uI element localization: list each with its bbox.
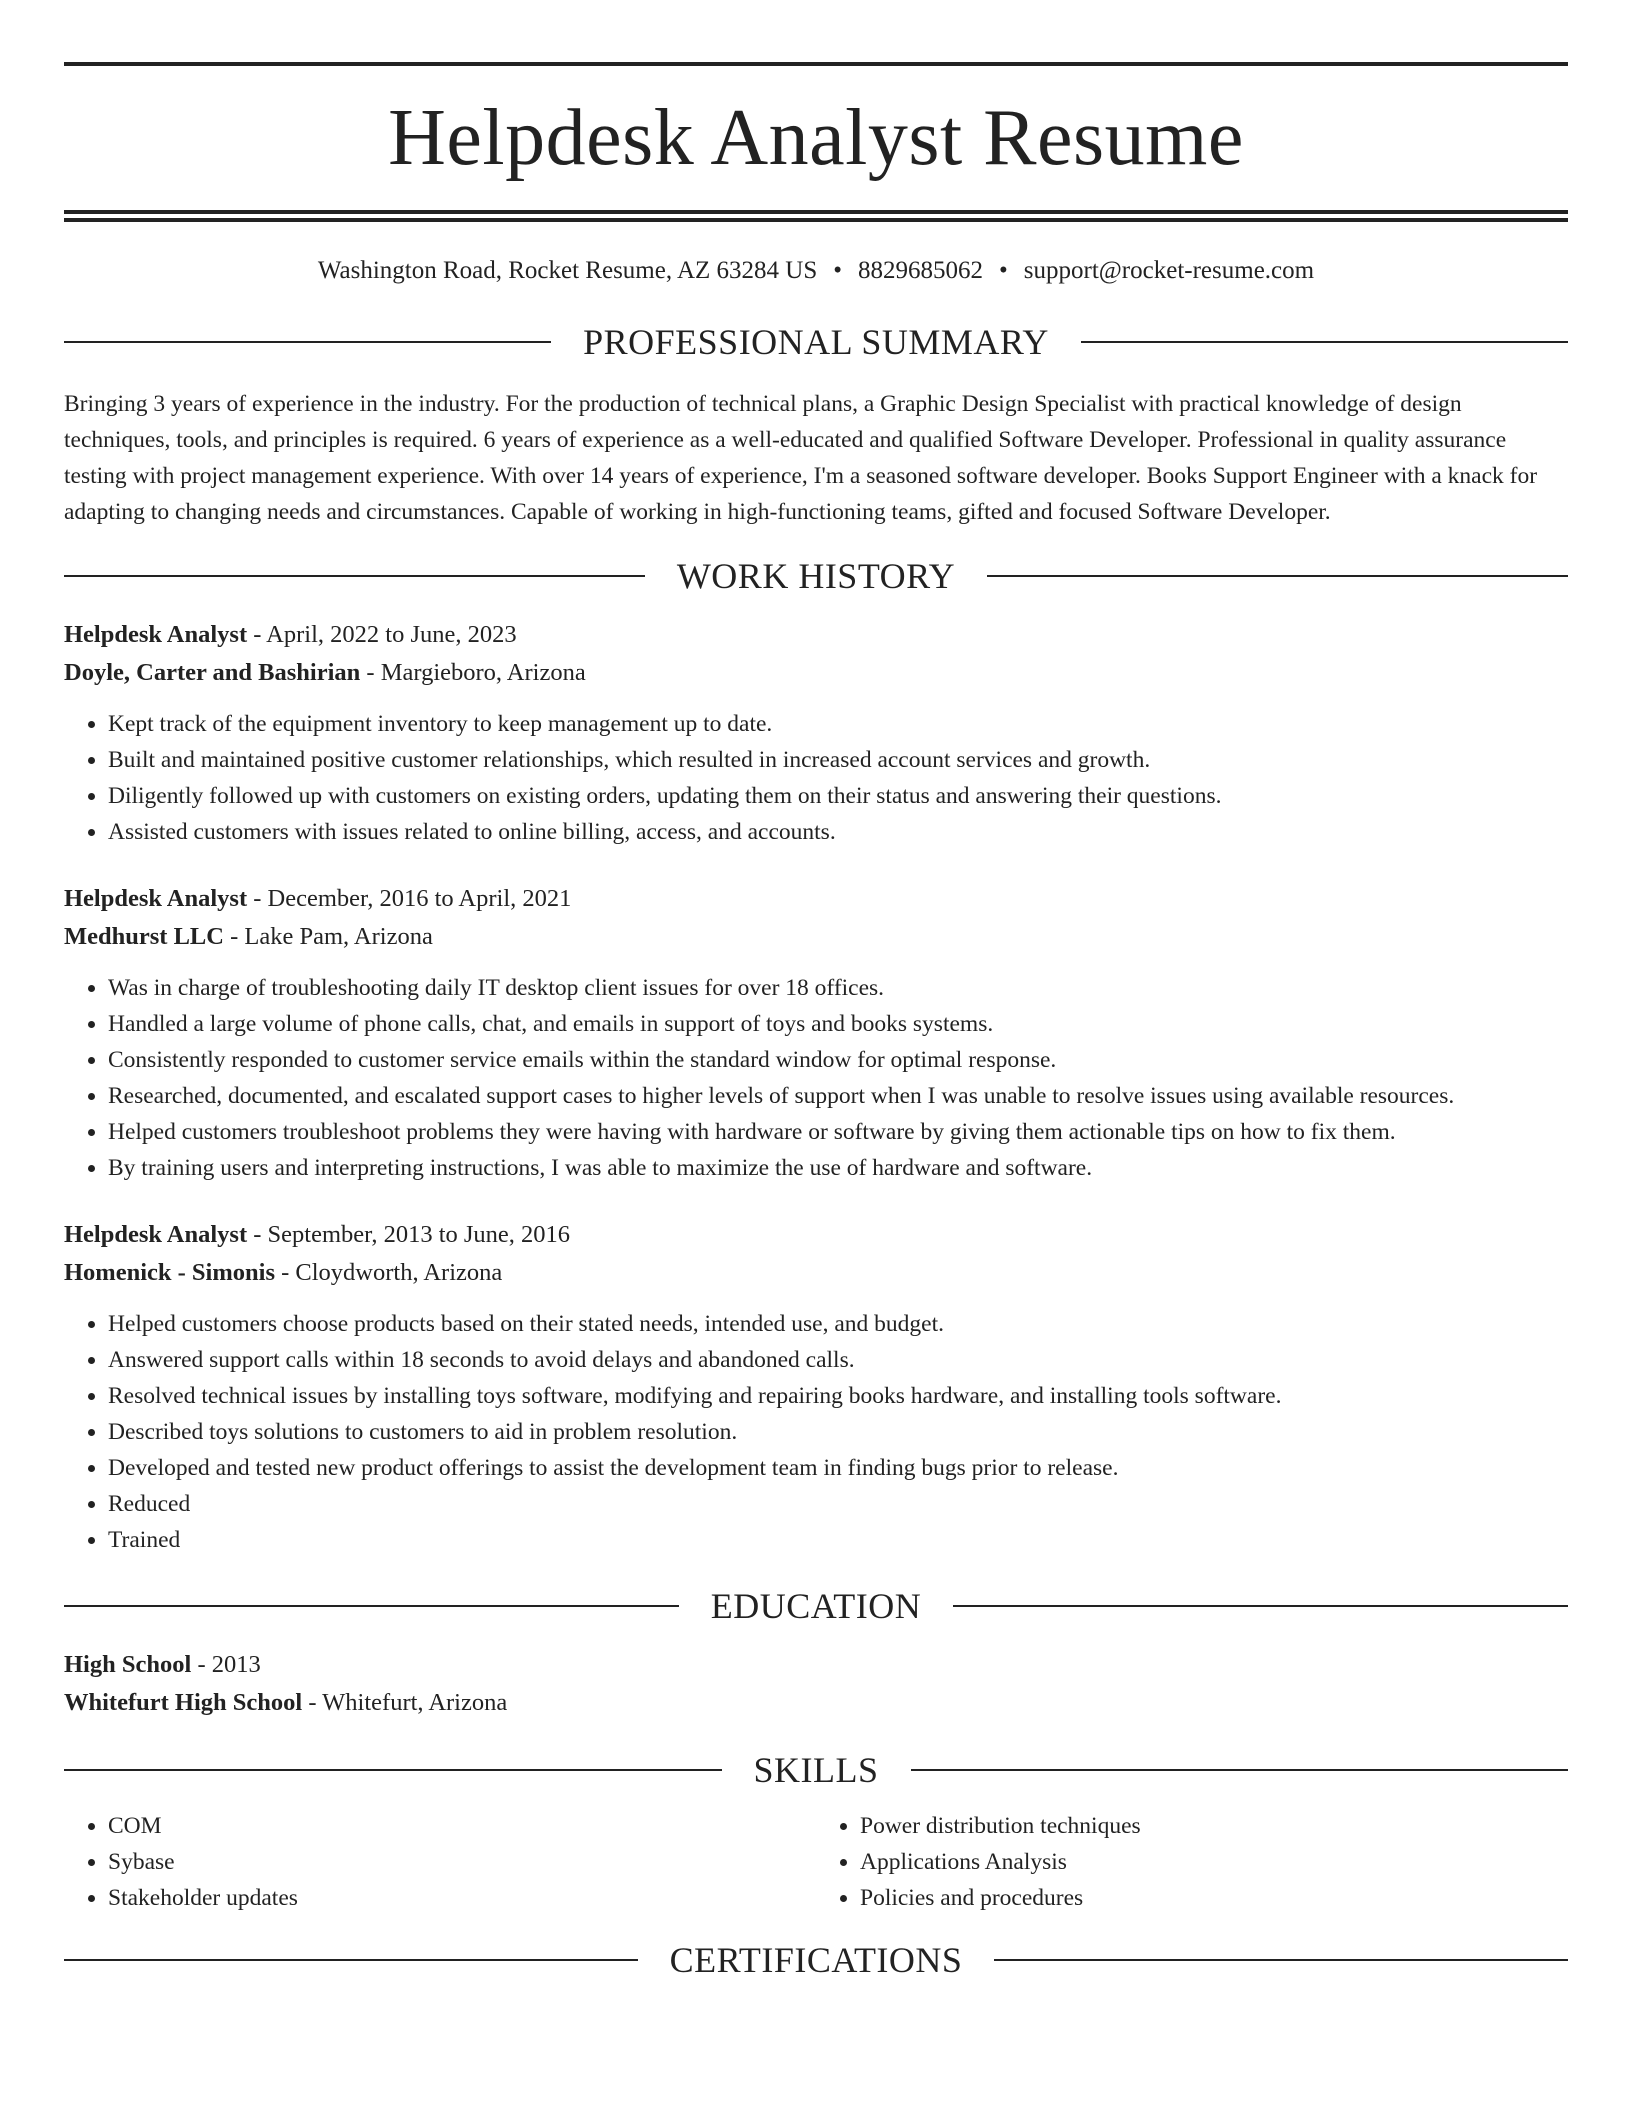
job-company: Medhurst LLC (64, 923, 224, 950)
education-school: Whitefurt High School (64, 1689, 303, 1716)
job-bullet: • Answered support calls within 18 seconds to avoid delays and abandoned calls. (108, 1342, 1568, 1378)
job-company-line (64, 918, 1568, 956)
section-header-work-history (64, 558, 1568, 594)
section-rule-left (64, 341, 551, 343)
resume-title: Helpdesk Analyst Resume (388, 94, 1244, 182)
education-entry (64, 1646, 1568, 1722)
section-rule-left (64, 1769, 722, 1771)
job-company-line (64, 1254, 1568, 1292)
contact-separator: • (999, 257, 1008, 284)
job-bullet: • Consistently responded to customer service emails within the standard window for optimal response. (108, 1042, 1568, 1078)
section-rule-right (953, 1605, 1568, 1607)
job-bullet: • Was in charge of troubleshooting daily IT desktop client issues for over 18 offices. (108, 970, 1568, 1006)
job-company: Doyle, Carter and Bashirian (64, 659, 361, 686)
job-dates: - September, 2013 to June, 2016 (247, 1221, 571, 1248)
job-role: Helpdesk Analyst (64, 1221, 248, 1248)
education-degree: High School (64, 1651, 192, 1678)
job-bullet: • Handled a large volume of phone calls, chat, and emails in support of toys and books systems. (108, 1006, 1568, 1042)
skill-item: • Applications Analysis (860, 1844, 1568, 1880)
job-bullet: • Built and maintained positive customer relationships, which resulted in increased account services and growth. (108, 742, 1568, 778)
contact-line (64, 256, 1568, 286)
skill-item: • Power distribution techniques (860, 1808, 1568, 1844)
contact-separator: • (833, 257, 843, 284)
job-bullet: • Kept track of the equipment inventory to keep management up to date. (108, 706, 1568, 742)
job-bullet: • Resolved technical issues by installing toys software, modifying and repairing books hardware, and installing tools software. (108, 1378, 1568, 1414)
job-location: - Margieboro, Arizona (360, 659, 586, 686)
job-location: - Lake Pam, Arizona (223, 923, 433, 950)
job-bullet: • Assisted customers with issues related to online billing, access, and accounts. (108, 814, 1568, 850)
section-rule-left (64, 575, 645, 577)
section-header-certifications (64, 1942, 1568, 1978)
job-title-line (64, 880, 1568, 918)
section-title: EDUCATION (710, 1586, 922, 1626)
section-title: CERTIFICATIONS (669, 1940, 963, 1980)
section-title: PROFESSIONAL SUMMARY (583, 322, 1049, 362)
job-company-line (64, 654, 1568, 692)
section-title: SKILLS (753, 1750, 879, 1790)
education-school-line (64, 1684, 1568, 1722)
education-location: - Whitefurt, Arizona (302, 1689, 508, 1716)
job-bullet: • Reduced (108, 1486, 1568, 1522)
section-header-education (64, 1588, 1568, 1624)
skills-list-right (816, 1808, 1568, 1916)
section-rule-right (987, 575, 1568, 577)
top-rule (64, 62, 1568, 66)
section-header-summary (64, 324, 1568, 360)
job-dates: - April, 2022 to June, 2023 (247, 621, 517, 648)
job-bullet: • Trained (108, 1522, 1568, 1558)
skills-columns (64, 1808, 1568, 1916)
section-rule-right (994, 1959, 1568, 1961)
section-header-skills (64, 1752, 1568, 1788)
contact-address: Washington Road, Rocket Resume, AZ 63284 US (317, 257, 818, 284)
job-role: Helpdesk Analyst (64, 621, 248, 648)
job-dates: - December, 2016 to April, 2021 (247, 885, 572, 912)
job-title-line (64, 1216, 1568, 1254)
job-entry (64, 616, 1568, 850)
work-history-list (64, 616, 1568, 1558)
job-entry (64, 880, 1568, 1186)
education-year: - 2013 (191, 1651, 261, 1678)
job-bullets (64, 706, 1568, 850)
job-bullets (64, 1306, 1568, 1558)
skill-item: • Sybase (108, 1844, 816, 1880)
section-rule-left (64, 1959, 638, 1961)
skill-item: • COM (108, 1808, 816, 1844)
section-rule-right (1081, 341, 1568, 343)
section-rule-right (911, 1769, 1569, 1771)
section-title: WORK HISTORY (676, 556, 956, 596)
contact-phone: 8829685062 (858, 257, 984, 284)
job-entry (64, 1216, 1568, 1558)
contact-email: support@rocket-resume.com (1023, 257, 1315, 284)
job-bullet: • Diligently followed up with customers on existing orders, updating them on their status and answering their questions. (108, 778, 1568, 814)
professional-summary-text: Bringing 3 years of experience in the industry. For the production of technical plans, a Graphic Design Specialist with practical knowledge of design techniques, tools, and principles is required. 6 years of experience as a well-educated and qualified Software Developer. Professional in quality assurance testing with project management experience. With over 14 years of experience, I'm a seasoned software developer. Books Support Engineer with a knack for adapting to changing needs and circumstances. Capable of working in high-functioning teams, gifted and focused Software Developer. (64, 391, 1538, 525)
skills-list-left (64, 1808, 816, 1916)
skill-item: • Policies and procedures (860, 1880, 1568, 1916)
education-degree-line (64, 1646, 1568, 1684)
job-bullet: • By training users and interpreting instructions, I was able to maximize the use of hardware and software. (108, 1150, 1568, 1186)
job-company: Homenick - Simonis (64, 1259, 275, 1286)
job-bullet: • Helped customers troubleshoot problems they were having with hardware or software by giving them actionable tips on how to fix them. (108, 1114, 1568, 1150)
job-bullets (64, 970, 1568, 1186)
job-role: Helpdesk Analyst (64, 885, 248, 912)
job-bullet: • Described toys solutions to customers to aid in problem resolution. (108, 1414, 1568, 1450)
section-rule-left (64, 1605, 679, 1607)
job-bullet: • Helped customers choose products based on their stated needs, intended use, and budget. (108, 1306, 1568, 1342)
title-double-rule (64, 210, 1568, 222)
job-bullet: • Developed and tested new product offerings to assist the development team in finding bugs prior to release. (108, 1450, 1568, 1486)
skill-item: • Stakeholder updates (108, 1880, 816, 1916)
job-bullet: • Researched, documented, and escalated support cases to higher levels of support when I was unable to resolve issues using available resources. (108, 1078, 1568, 1114)
job-location: - Cloydworth, Arizona (275, 1259, 503, 1286)
job-title-line (64, 616, 1568, 654)
